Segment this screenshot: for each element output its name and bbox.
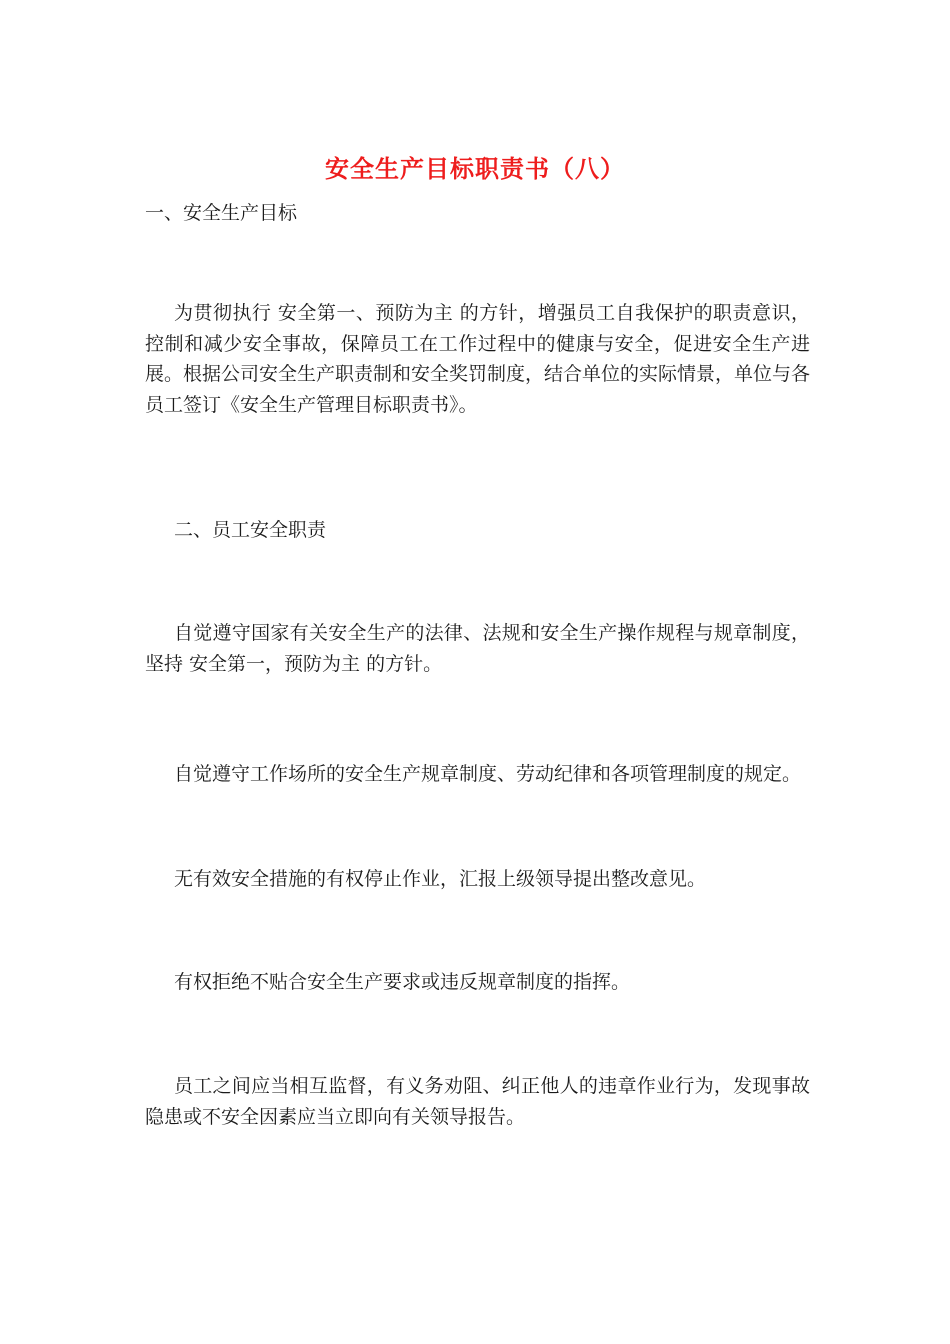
section-heading-employee-duties: 二、员工安全职责 — [174, 519, 327, 541]
document-title: 安全生产目标职责书（八） — [325, 154, 625, 183]
duty-paragraph: 自觉遵守国家有关安全生产的法律、法规和安全生产操作规程与规章制度，坚持 安全第一，预防为主 的方针。 — [145, 622, 810, 675]
duty-paragraph: 有权拒绝不贴合安全生产要求或违反规章制度的指挥。 — [174, 971, 631, 993]
duty-paragraph: 无有效安全措施的有权停止作业，汇报上级领导提出整改意见。 — [174, 868, 707, 890]
duty-paragraph: 员工之间应当相互监督，有义务劝阻、纠正他人的违章作业行为，发现事故隐患或不安全因素应当立即向有关领导报告。 — [145, 1075, 810, 1128]
duty-paragraph: 自觉遵守工作场所的安全生产规章制度、劳动纪律和各项管理制度的规定。 — [174, 763, 802, 785]
section-heading-safety-goal: 一、安全生产目标 — [145, 202, 298, 224]
paragraph-safety-goal: 为贯彻执行 安全第一、预防为主 的方针，增强员工自我保护的职责意识，控制和减少安全事故，保障员工在工作过程中的健康与安全，促进安全生产进展。根据公司安全生产职责制和安全奖罚制度，结合单位的实际情景，单位与各员工签订《安全生产管理目标职责书》。 — [145, 302, 811, 416]
